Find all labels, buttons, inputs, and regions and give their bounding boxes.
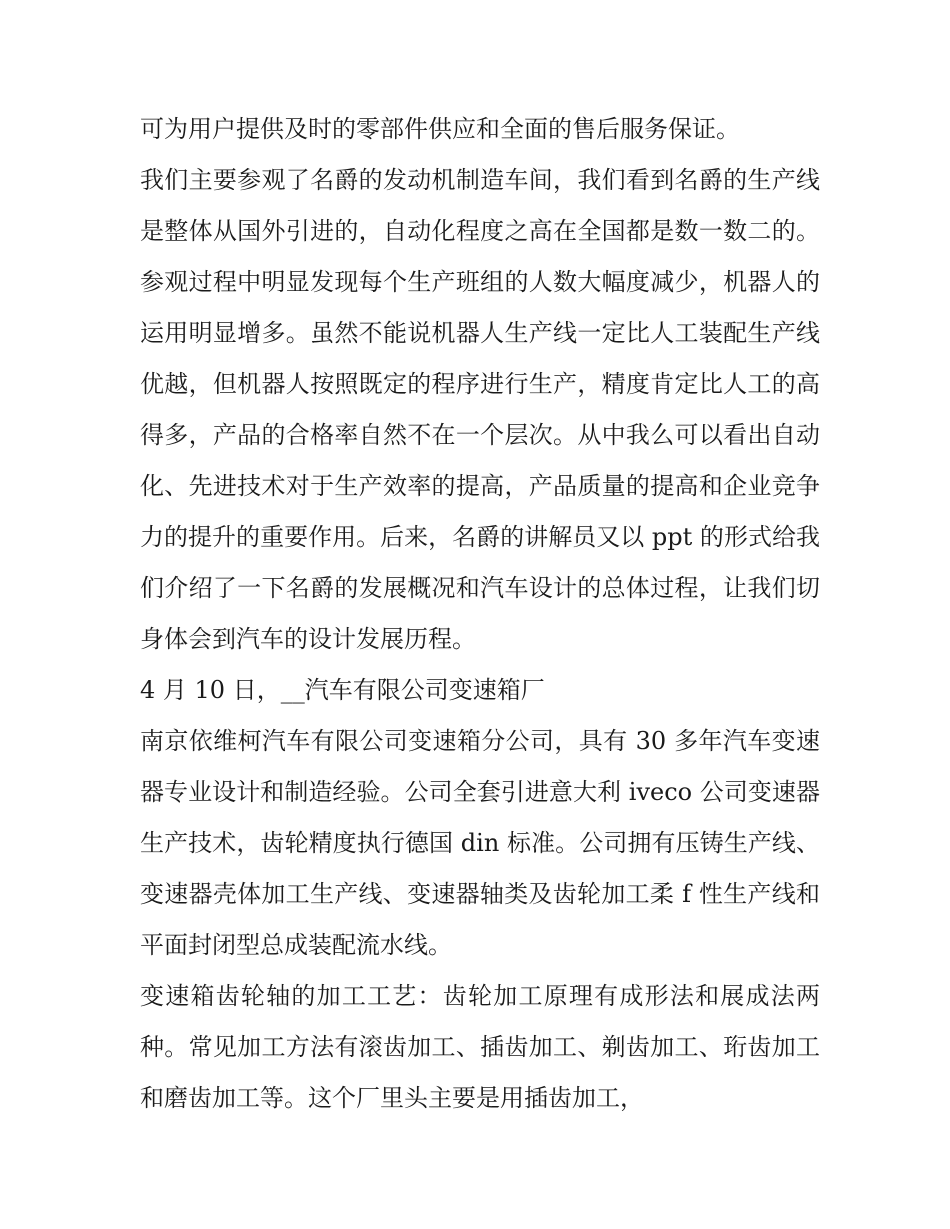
paragraph-mg-engine-workshop: 我们主要参观了名爵的发动机制造车间，我们看到名爵的生产线是整体从国外引进的，自动化程度之高在全国都是数一数二的。参观过程中明显发现每个生产班组的人数大幅度减少，机器人的运用明显增多。虽然不能说机器人生产线一定比人工装配生产线优越，但机器人按照既定的程序进行生产，精度肯定比人工的高得多，产品的合格率自然不在一个层次。从中我么可以看出自动化、先进技术对于生产效率的提高，产品质量的提高和企业竞争力的提升的重要作用。后来，名爵的讲解员又以 ppt 的形式给我们介绍了一下名爵的发展概况和汽车设计的总体过程，让我们切身体会到汽车的设计发展历程。 <box>140 166 820 653</box>
document-body <box>140 104 820 1124</box>
paragraph-date-heading: 4 月 10 日，__汽车有限公司变速箱厂 <box>140 676 545 704</box>
paragraph-iveco-gearbox-company: 南京依维柯汽车有限公司变速箱分公司，具有 30 多年汽车变速器专业设计和制造经验。公司全套引进意大利 iveco 公司变速器生产技术，齿轮精度执行德国 din 标准。公司拥有压铸生产线、变速器壳体加工生产线、变速器轴类及齿轮加工柔 f 性生产线和平面封闭型总成装配流水线。 <box>140 727 820 959</box>
paragraph-gear-shaft-process: 变速箱齿轮轴的加工工艺：齿轮加工原理有成形法和展成法两种。常见加工方法有滚齿加工、插齿加工、剃齿加工、珩齿加工和磨齿加工等。这个厂里头主要是用插齿加工， <box>140 982 820 1112</box>
paragraph-parts-supply: 可为用户提供及时的零部件供应和全面的售后服务保证。 <box>140 115 740 143</box>
